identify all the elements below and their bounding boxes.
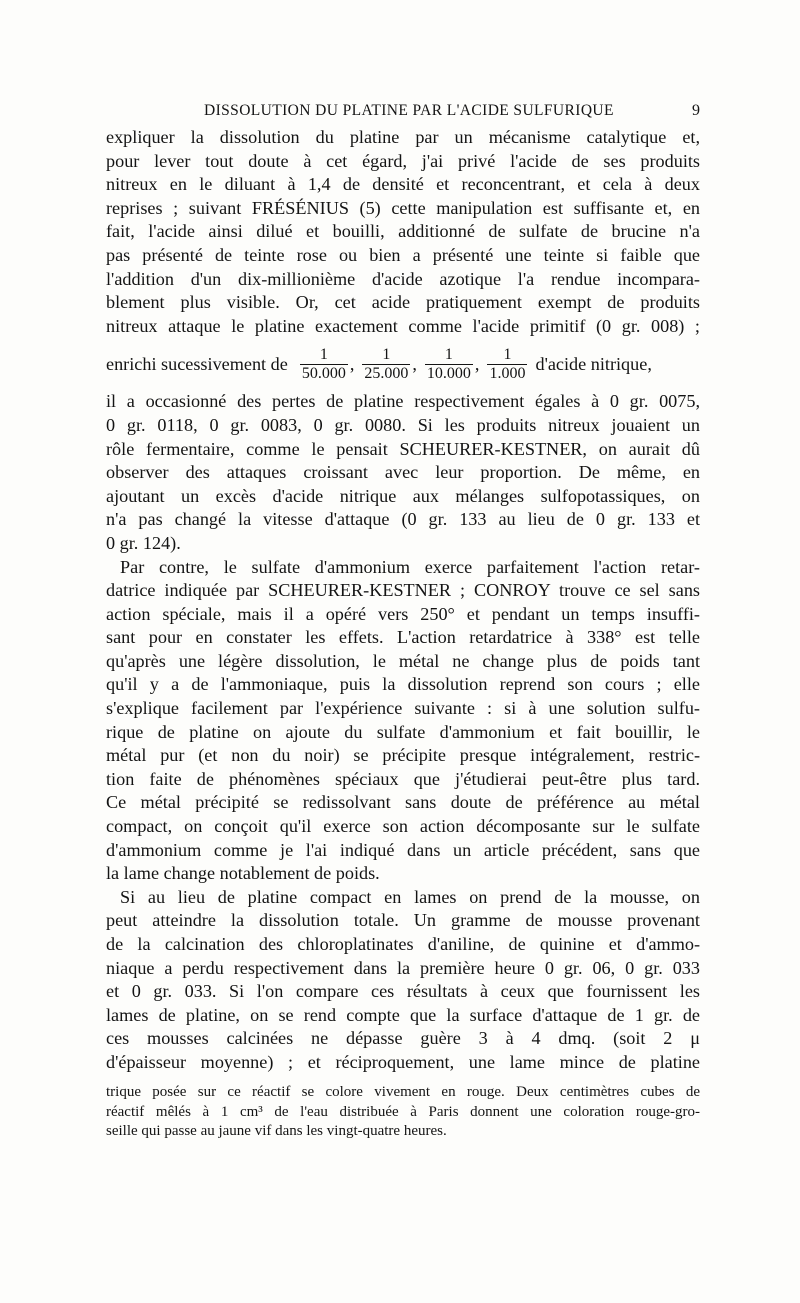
text-line: niaque a perdu respectivement dans la première heure 0 gr. 06, 0 gr. 033 — [106, 957, 700, 978]
body-text — [106, 126, 700, 1075]
fraction-denominator: 25.000 — [364, 364, 409, 382]
text-line: et 0 gr. 033. Si l'on compare ces résultats à ceux que fournissent les — [106, 981, 700, 1002]
footnote — [106, 1083, 700, 1142]
footnote-line: réactif mêlés à 1 cm³ de l'eau distribuée à Paris donnent une coloration rouge-gro- — [106, 1103, 700, 1120]
text-line: datrice indiquée par SCHEURER-KESTNER ; CONROY trouve ce sel sans — [106, 580, 700, 601]
fraction — [425, 346, 473, 383]
fraction-trail-text: d'acide nitrique, — [535, 353, 652, 374]
text-line: sant pour en constater les effets. L'action retardatrice à 338° est telle — [106, 627, 700, 648]
running-title: DISSOLUTION DU PLATINE PAR L'ACIDE SULFURIQUE — [204, 102, 614, 119]
text-line: fait, l'acide ainsi dilué et bouilli, additionné de sulfate de brucine n'a — [106, 221, 700, 242]
fraction-lead-text: enrichi sucessivement de — [106, 353, 288, 374]
text-line: 0 gr. 124). — [106, 532, 181, 553]
text-line: nitreux en le diluant à 1,4 de densité et reconcentrant, et cela à deux — [106, 174, 700, 195]
fraction — [487, 346, 527, 383]
footnote-line: trique posée sur ce réactif se colore vivement en rouge. Deux centimètres cubes de — [106, 1084, 700, 1100]
text-line: lames de platine, on se rend compte que la surface d'attaque de 1 gr. de — [106, 1004, 700, 1025]
fraction-numerator: 1 — [382, 345, 391, 363]
fraction-denominator: 1.000 — [489, 364, 526, 382]
running-header — [106, 102, 700, 124]
page-number: 9 — [692, 102, 700, 119]
text-line: tion faite de phénomènes spéciaux que j'étudierai peut-être plus tard. — [106, 768, 700, 789]
footnote-line: seille qui passe au jaune vif dans les vingt-quatre heures. — [106, 1123, 447, 1139]
text-line: rique de platine on ajoute du sulfate d'ammonium et fait bouillir, le — [106, 721, 700, 742]
text-line: s'explique facilement par l'expérience suivante : si à une solution sulfu- — [106, 698, 700, 719]
text-line: compact, on conçoit qu'il exerce son action décomposante sur le sulfate — [106, 816, 700, 837]
text-line: d'ammonium comme je l'ai indiqué dans un article précédent, sans que — [106, 839, 700, 860]
fraction-numerator: 1 — [319, 345, 328, 363]
text-line: Ce métal précipité se redissolvant sans doute de préférence au métal — [106, 792, 700, 813]
text-line: reprises ; suivant FRÉSÉNIUS (5) cette manipulation est suffisante et, en — [106, 197, 700, 218]
fraction — [362, 346, 410, 383]
text-line: ajoutant un excès d'acide nitrique aux mélanges sulfopotassiques, on — [106, 485, 700, 506]
text-line: pas présenté de teinte rose ou bien a présenté une teinte si faible que — [106, 244, 700, 265]
fraction-denominator: 10.000 — [426, 364, 471, 382]
text-line: action spéciale, mais il a opéré vers 250° et pendant un temps insuffi- — [106, 603, 700, 624]
fraction-line: enrichi sucessivement de $\frac{1}{50.000}$ , $\frac{1}{25.000}$ , $\frac{1}{10.000}$ , $\frac{1}{1.000}$ d'acide nitrique, — [106, 345, 652, 382]
text-line: l'addition d'un dix-millionième d'acide azotique l'a rendue incompara- — [106, 268, 700, 289]
text-line: qu'il y a de l'ammoniaque, puis la dissolution reprend son cours ; elle — [106, 674, 700, 695]
text-line: rôle fermentaire, comme le pensait SCHEURER-KESTNER, on aurait dû — [106, 438, 700, 459]
text-line: peut atteindre la dissolution totale. Un gramme de mousse provenant — [106, 910, 700, 931]
text-line: ces mousses calcinées ne dépasse guère 3 à 4 dmq. (soit 2 μ — [106, 1028, 700, 1049]
text-line: expliquer la dissolution du platine par un mécanisme catalytique et, — [106, 127, 700, 147]
text-line: blement plus visible. Or, cet acide pratiquement exempt de produits — [106, 292, 700, 313]
paragraph-first-line: Si au lieu de platine compact en lames on prend de la mousse, on — [120, 886, 700, 907]
text-line: 0 gr. 0118, 0 gr. 0083, 0 gr. 0080. Si les produits nitreux jouaient un — [106, 414, 700, 435]
fraction-numerator: 1 — [444, 345, 453, 363]
text-line: pour lever tout doute à cet égard, j'ai privé l'acide de ses produits — [106, 150, 700, 171]
fraction — [300, 346, 348, 383]
fraction-denominator: 50.000 — [301, 364, 346, 382]
text-line: n'a pas changé la vitesse d'attaque (0 gr. 133 au lieu de 0 gr. 133 et — [106, 509, 700, 530]
text-line: d'épaisseur moyenne) ; et réciproquement, une lame mince de platine — [106, 1051, 700, 1072]
text-line: observer des attaques croissant avec leur proportion. De même, en — [106, 462, 700, 483]
text-line: la lame change notablement de poids. — [106, 863, 380, 884]
text-line: il a occasionné des pertes de platine respectivement égales à 0 gr. 0075, — [106, 391, 700, 412]
text-line: qu'après une légère dissolution, le métal ne change plus de poids tant — [106, 650, 700, 671]
fraction-numerator: 1 — [503, 345, 512, 363]
paragraph-first-line: Par contre, le sulfate d'ammonium exerce parfaitement l'action retar- — [120, 556, 700, 577]
text-line: métal pur (et non du noir) se précipite presque intégralement, restric- — [106, 745, 700, 766]
text-line: nitreux attaque le platine exactement comme l'acide primitif (0 gr. 008) ; — [106, 315, 700, 336]
text-line: de la calcination des chloroplatinates d'aniline, de quinine et d'ammo- — [106, 934, 700, 954]
